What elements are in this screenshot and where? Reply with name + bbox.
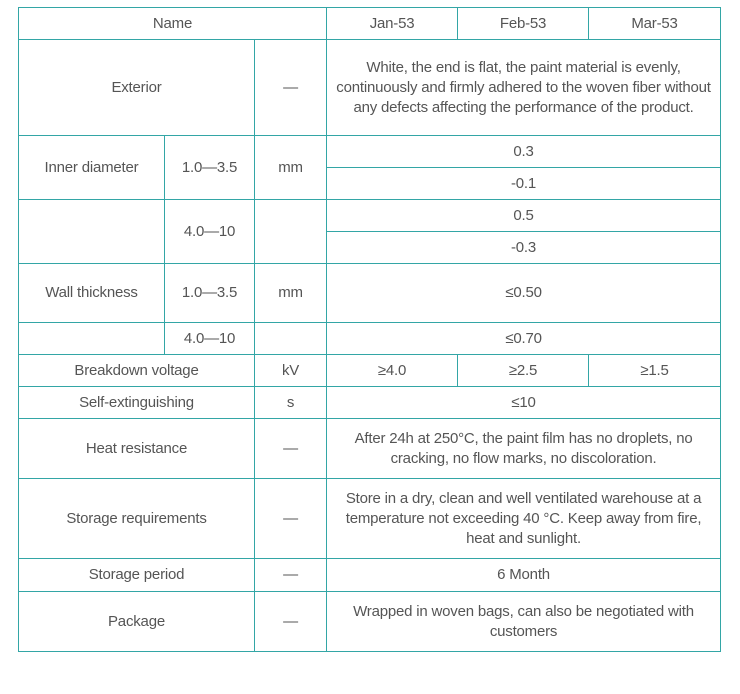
header-col-2: Feb-53 bbox=[458, 8, 589, 40]
table-row bbox=[19, 40, 721, 136]
storage-period-unit: — bbox=[255, 559, 327, 592]
row-label-self-extinguishing: Self-extinguishing bbox=[19, 387, 255, 419]
wall-thickness-range-1: 1.0—3.5 bbox=[165, 264, 255, 323]
table-row bbox=[19, 136, 721, 168]
wall-thickness-unit: mm bbox=[255, 264, 327, 323]
row-label-heat-resistance: Heat resistance bbox=[19, 419, 255, 479]
row-label-exterior: Exterior bbox=[19, 40, 255, 136]
header-col-1: Jan-53 bbox=[327, 8, 458, 40]
heat-resistance-unit: — bbox=[255, 419, 327, 479]
row-label-wall-thickness: Wall thickness bbox=[19, 264, 165, 323]
table-row bbox=[19, 479, 721, 559]
inner-diameter-range-2-upper: 0.5 bbox=[327, 200, 721, 232]
inner-diameter-range-1: 1.0—3.5 bbox=[165, 136, 255, 200]
header-col-3: Mar-53 bbox=[589, 8, 721, 40]
row-label-inner-diameter: Inner diameter bbox=[19, 136, 165, 200]
wall-thickness-range-2: 4.0—10 bbox=[165, 323, 255, 355]
header-name: Name bbox=[19, 8, 327, 40]
wall-thickness-range-2-value: ≤0.70 bbox=[327, 323, 721, 355]
storage-requirements-unit: — bbox=[255, 479, 327, 559]
table-row bbox=[19, 355, 721, 387]
wall-thickness-label-blank bbox=[19, 323, 165, 355]
table-row bbox=[19, 419, 721, 479]
row-value-exterior: White, the end is flat, the paint material is evenly, continuously and firmly adhered to the woven fiber without any defects affecting the performance of the product. bbox=[327, 40, 721, 136]
table-row bbox=[19, 200, 721, 232]
row-label-breakdown-voltage: Breakdown voltage bbox=[19, 355, 255, 387]
inner-diameter-range-1-lower: -0.1 bbox=[327, 168, 721, 200]
wall-thickness-unit-blank bbox=[255, 323, 327, 355]
row-label-storage-period: Storage period bbox=[19, 559, 255, 592]
inner-diameter-unit: mm bbox=[255, 136, 327, 200]
inner-diameter-range-2: 4.0—10 bbox=[165, 200, 255, 264]
row-unit-exterior: — bbox=[255, 40, 327, 136]
breakdown-voltage-value-3: ≥1.5 bbox=[589, 355, 721, 387]
row-label-storage-requirements: Storage requirements bbox=[19, 479, 255, 559]
spec-table bbox=[18, 7, 721, 652]
breakdown-voltage-unit: kV bbox=[255, 355, 327, 387]
inner-diameter-range-1-upper: 0.3 bbox=[327, 136, 721, 168]
package-unit: — bbox=[255, 592, 327, 652]
inner-diameter-label-blank bbox=[19, 200, 165, 264]
breakdown-voltage-value-2: ≥2.5 bbox=[458, 355, 589, 387]
table-row bbox=[19, 323, 721, 355]
row-label-package: Package bbox=[19, 592, 255, 652]
header-row bbox=[19, 8, 721, 40]
table-row bbox=[19, 592, 721, 652]
wall-thickness-range-1-value: ≤0.50 bbox=[327, 264, 721, 323]
storage-period-value: 6 Month bbox=[327, 559, 721, 592]
breakdown-voltage-value-1: ≥4.0 bbox=[327, 355, 458, 387]
inner-diameter-unit-blank bbox=[255, 200, 327, 264]
table-row bbox=[19, 559, 721, 592]
package-value: Wrapped in woven bags, can also be negotiated with customers bbox=[327, 592, 721, 652]
storage-requirements-value: Store in a dry, clean and well ventilated warehouse at a temperature not exceeding 40 °C. Keep away from fire, heat and sunlight. bbox=[327, 479, 721, 559]
inner-diameter-range-2-lower: -0.3 bbox=[327, 232, 721, 264]
heat-resistance-value: After 24h at 250°C, the paint film has no droplets, no cracking, no flow marks, no discoloration. bbox=[327, 419, 721, 479]
self-extinguishing-unit: s bbox=[255, 387, 327, 419]
table-row bbox=[19, 387, 721, 419]
table-row bbox=[19, 264, 721, 323]
self-extinguishing-value: ≤10 bbox=[327, 387, 721, 419]
